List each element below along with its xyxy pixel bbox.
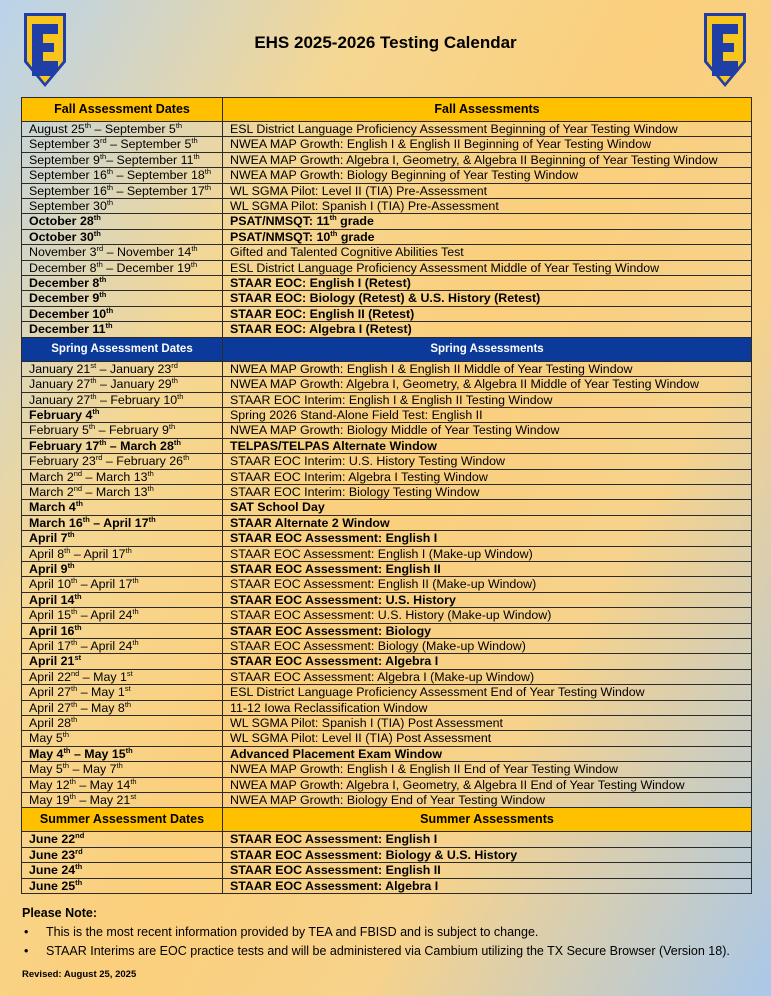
bullet-icon: • <box>24 944 29 958</box>
assessment-cell: STAAR EOC Assessment: English II (Make-up Window) <box>223 577 752 592</box>
table-row <box>22 484 752 499</box>
date-cell: April 27th – May 8th <box>22 700 223 715</box>
table-row <box>22 291 752 306</box>
assessment-cell: WL SGMA Pilot: Spanish I (TIA) Pre-Assessment <box>223 199 752 214</box>
date-cell: September 16th – September 17th <box>22 183 223 198</box>
page-title: EHS 2025-2026 Testing Calendar <box>254 33 517 52</box>
date-cell: April 15th – April 24th <box>22 608 223 623</box>
assessment-cell: PSAT/NMSQT: 10th grade <box>223 229 752 244</box>
revised-date: Revised: August 25, 2025 <box>22 969 137 980</box>
date-cell: February 17th – March 28th <box>22 438 223 453</box>
date-cell: March 16th – April 17th <box>22 515 223 530</box>
date-cell: April 7th <box>22 531 223 546</box>
table-row <box>22 762 752 777</box>
date-cell: June 23rd <box>22 847 223 862</box>
table-row <box>22 577 752 592</box>
assessment-cell: STAAR EOC Assessment: English I <box>223 531 752 546</box>
bullet-icon: • <box>24 925 29 939</box>
table-row <box>22 832 752 847</box>
assessment-cell: WL SGMA Pilot: Level II (TIA) Pre-Assessment <box>223 183 752 198</box>
table-row <box>22 531 752 546</box>
assessment-cell: STAAR EOC Assessment: English I <box>223 832 752 847</box>
assessment-cell: STAAR EOC Assessment: Algebra I <box>223 654 752 669</box>
assessment-cell: NWEA MAP Growth: Biology End of Year Testing Window <box>223 793 752 808</box>
date-cell: May 4th – May 15th <box>22 746 223 761</box>
assessment-cell: Advanced Placement Exam Window <box>223 746 752 761</box>
assessment-cell: STAAR Alternate 2 Window <box>223 515 752 530</box>
table-row <box>22 515 752 530</box>
date-cell: April 9th <box>22 561 223 576</box>
assessment-column-header: Spring Assessments <box>223 337 752 361</box>
table-row <box>22 700 752 715</box>
date-cell: January 21st – January 23rd <box>22 361 223 376</box>
date-cell: September 30th <box>22 199 223 214</box>
table-row <box>22 878 752 893</box>
date-cell: September 9th– September 11th <box>22 152 223 167</box>
date-cell: October 30th <box>22 229 223 244</box>
assessment-cell: NWEA MAP Growth: Algebra I, Geometry, & Algebra II End of Year Testing Window <box>223 777 752 792</box>
date-cell: August 25th – September 5th <box>22 122 223 137</box>
table-row <box>22 731 752 746</box>
date-cell: May 5th – May 7th <box>22 762 223 777</box>
table-row <box>22 863 752 878</box>
note-item <box>22 924 762 940</box>
assessment-column-header: Summer Assessments <box>223 808 752 832</box>
note-item <box>22 943 762 959</box>
date-cell: April 16th <box>22 623 223 638</box>
assessment-cell: STAAR EOC Assessment: Biology (Make-up Window) <box>223 639 752 654</box>
table-row <box>22 214 752 229</box>
assessment-cell: ESL District Language Proficiency Assessment Beginning of Year Testing Window <box>223 122 752 137</box>
date-column-header: Fall Assessment Dates <box>22 98 223 122</box>
table-row <box>22 500 752 515</box>
assessment-cell: STAAR EOC Assessment: Algebra I <box>223 878 752 893</box>
table-row <box>22 746 752 761</box>
assessment-cell: PSAT/NMSQT: 11th grade <box>223 214 752 229</box>
assessment-cell: 11-12 Iowa Reclassification Window <box>223 700 752 715</box>
date-cell: December 10th <box>22 306 223 321</box>
note-text: This is the most recent information provided by TEA and FBISD and is subject to change. <box>46 925 539 939</box>
assessment-cell: STAAR EOC Interim: U.S. History Testing Window <box>223 454 752 469</box>
date-cell: May 12th – May 14th <box>22 777 223 792</box>
date-cell: June 22nd <box>22 832 223 847</box>
assessment-cell: STAAR EOC: English II (Retest) <box>223 306 752 321</box>
assessment-cell: NWEA MAP Growth: Biology Beginning of Year Testing Window <box>223 168 752 183</box>
date-cell: June 25th <box>22 878 223 893</box>
date-cell: September 3rd – September 5th <box>22 137 223 152</box>
assessment-cell: Spring 2026 Stand-Alone Field Test: English II <box>223 407 752 422</box>
table-row <box>22 168 752 183</box>
table-row <box>22 377 752 392</box>
notes-section <box>22 906 762 962</box>
table-row <box>22 245 752 260</box>
date-column-header: Spring Assessment Dates <box>22 337 223 361</box>
table-row <box>22 546 752 561</box>
note-text: STAAR Interims are EOC practice tests and will be administered via Cambium utilizing the TX Secure Browser (Version 18). <box>46 944 730 958</box>
assessment-cell: STAAR EOC: English I (Retest) <box>223 276 752 291</box>
assessment-cell: NWEA MAP Growth: Algebra I, Geometry, & Algebra II Middle of Year Testing Window <box>223 377 752 392</box>
date-cell: June 24th <box>22 863 223 878</box>
table-row <box>22 777 752 792</box>
date-cell: April 14th <box>22 592 223 607</box>
assessment-cell: NWEA MAP Growth: Algebra I, Geometry, & Algebra II Beginning of Year Testing Window <box>223 152 752 167</box>
date-cell: May 19th – May 21st <box>22 793 223 808</box>
assessment-cell: STAAR EOC Interim: Biology Testing Window <box>223 484 752 499</box>
date-cell: December 9th <box>22 291 223 306</box>
assessment-cell: STAAR EOC Assessment: English I (Make-up Window) <box>223 546 752 561</box>
date-cell: December 11th <box>22 322 223 337</box>
table-row <box>22 361 752 376</box>
table-row <box>22 793 752 808</box>
assessment-cell: NWEA MAP Growth: English I & English II Middle of Year Testing Window <box>223 361 752 376</box>
table-row <box>22 592 752 607</box>
date-cell: April 28th <box>22 716 223 731</box>
table-row <box>22 199 752 214</box>
table-row <box>22 438 752 453</box>
date-cell: April 21st <box>22 654 223 669</box>
date-cell: December 8th – December 19th <box>22 260 223 275</box>
section-header-row <box>22 337 752 361</box>
table-row <box>22 469 752 484</box>
assessment-cell: STAAR EOC: Algebra I (Retest) <box>223 322 752 337</box>
table-row <box>22 454 752 469</box>
table-row <box>22 623 752 638</box>
assessment-cell: SAT School Day <box>223 500 752 515</box>
table-row <box>22 306 752 321</box>
date-cell: May 5th <box>22 731 223 746</box>
date-cell: April 22nd – May 1st <box>22 669 223 684</box>
date-column-header: Summer Assessment Dates <box>22 808 223 832</box>
assessment-cell: STAAR EOC Interim: Algebra I Testing Window <box>223 469 752 484</box>
section-header-row <box>22 808 752 832</box>
table-row <box>22 608 752 623</box>
date-cell: December 8th <box>22 276 223 291</box>
assessment-cell: WL SGMA Pilot: Level II (TIA) Post Assessment <box>223 731 752 746</box>
testing-calendar-table <box>21 97 752 894</box>
table-row <box>22 639 752 654</box>
assessment-cell: STAAR EOC: Biology (Retest) & U.S. History (Retest) <box>223 291 752 306</box>
table-row <box>22 685 752 700</box>
table-row <box>22 847 752 862</box>
date-cell: October 28th <box>22 214 223 229</box>
assessment-cell: STAAR EOC Assessment: English II <box>223 561 752 576</box>
table-row <box>22 137 752 152</box>
date-cell: February 5th – February 9th <box>22 423 223 438</box>
notes-title: Please Note: <box>22 906 98 920</box>
assessment-column-header: Fall Assessments <box>223 98 752 122</box>
table-row <box>22 561 752 576</box>
table-row <box>22 716 752 731</box>
assessment-cell: STAAR EOC Assessment: Biology <box>223 623 752 638</box>
assessment-cell: NWEA MAP Growth: English I & English II End of Year Testing Window <box>223 762 752 777</box>
date-cell: September 16th – September 18th <box>22 168 223 183</box>
assessment-cell: STAAR EOC Interim: English I & English II Testing Window <box>223 392 752 407</box>
assessment-cell: NWEA MAP Growth: Biology Middle of Year Testing Window <box>223 423 752 438</box>
date-cell: February 4th <box>22 407 223 422</box>
date-cell: January 27th – January 29th <box>22 377 223 392</box>
table-row <box>22 229 752 244</box>
date-cell: April 8th – April 17th <box>22 546 223 561</box>
assessment-cell: ESL District Language Proficiency Assessment End of Year Testing Window <box>223 685 752 700</box>
date-cell: March 2nd – March 13th <box>22 484 223 499</box>
assessment-cell: ESL District Language Proficiency Assessment Middle of Year Testing Window <box>223 260 752 275</box>
table-row <box>22 322 752 337</box>
table-row <box>22 260 752 275</box>
table-row <box>22 276 752 291</box>
date-cell: November 3rd – November 14th <box>22 245 223 260</box>
table-row <box>22 669 752 684</box>
table-row <box>22 407 752 422</box>
assessment-cell: NWEA MAP Growth: English I & English II Beginning of Year Testing Window <box>223 137 752 152</box>
assessment-cell: STAAR EOC Assessment: Algebra I (Make-up Window) <box>223 669 752 684</box>
date-cell: January 27th – February 10th <box>22 392 223 407</box>
assessment-cell: STAAR EOC Assessment: U.S. History <box>223 592 752 607</box>
assessment-cell: Gifted and Talented Cognitive Abilities Test <box>223 245 752 260</box>
date-cell: April 17th – April 24th <box>22 639 223 654</box>
table-row <box>22 183 752 198</box>
section-header-row <box>22 98 752 122</box>
table-row <box>22 392 752 407</box>
table-row <box>22 654 752 669</box>
table-row <box>22 423 752 438</box>
table-row <box>22 152 752 167</box>
date-cell: February 23rd – February 26th <box>22 454 223 469</box>
assessment-cell: STAAR EOC Assessment: English II <box>223 863 752 878</box>
assessment-cell: STAAR EOC Assessment: Biology & U.S. History <box>223 847 752 862</box>
table-row <box>22 122 752 137</box>
date-cell: March 2nd – March 13th <box>22 469 223 484</box>
assessment-cell: STAAR EOC Assessment: U.S. History (Make-up Window) <box>223 608 752 623</box>
assessment-cell: TELPAS/TELPAS Alternate Window <box>223 438 752 453</box>
date-cell: April 10th – April 17th <box>22 577 223 592</box>
date-cell: March 4th <box>22 500 223 515</box>
assessment-cell: WL SGMA Pilot: Spanish I (TIA) Post Assessment <box>223 716 752 731</box>
date-cell: April 27th – May 1st <box>22 685 223 700</box>
